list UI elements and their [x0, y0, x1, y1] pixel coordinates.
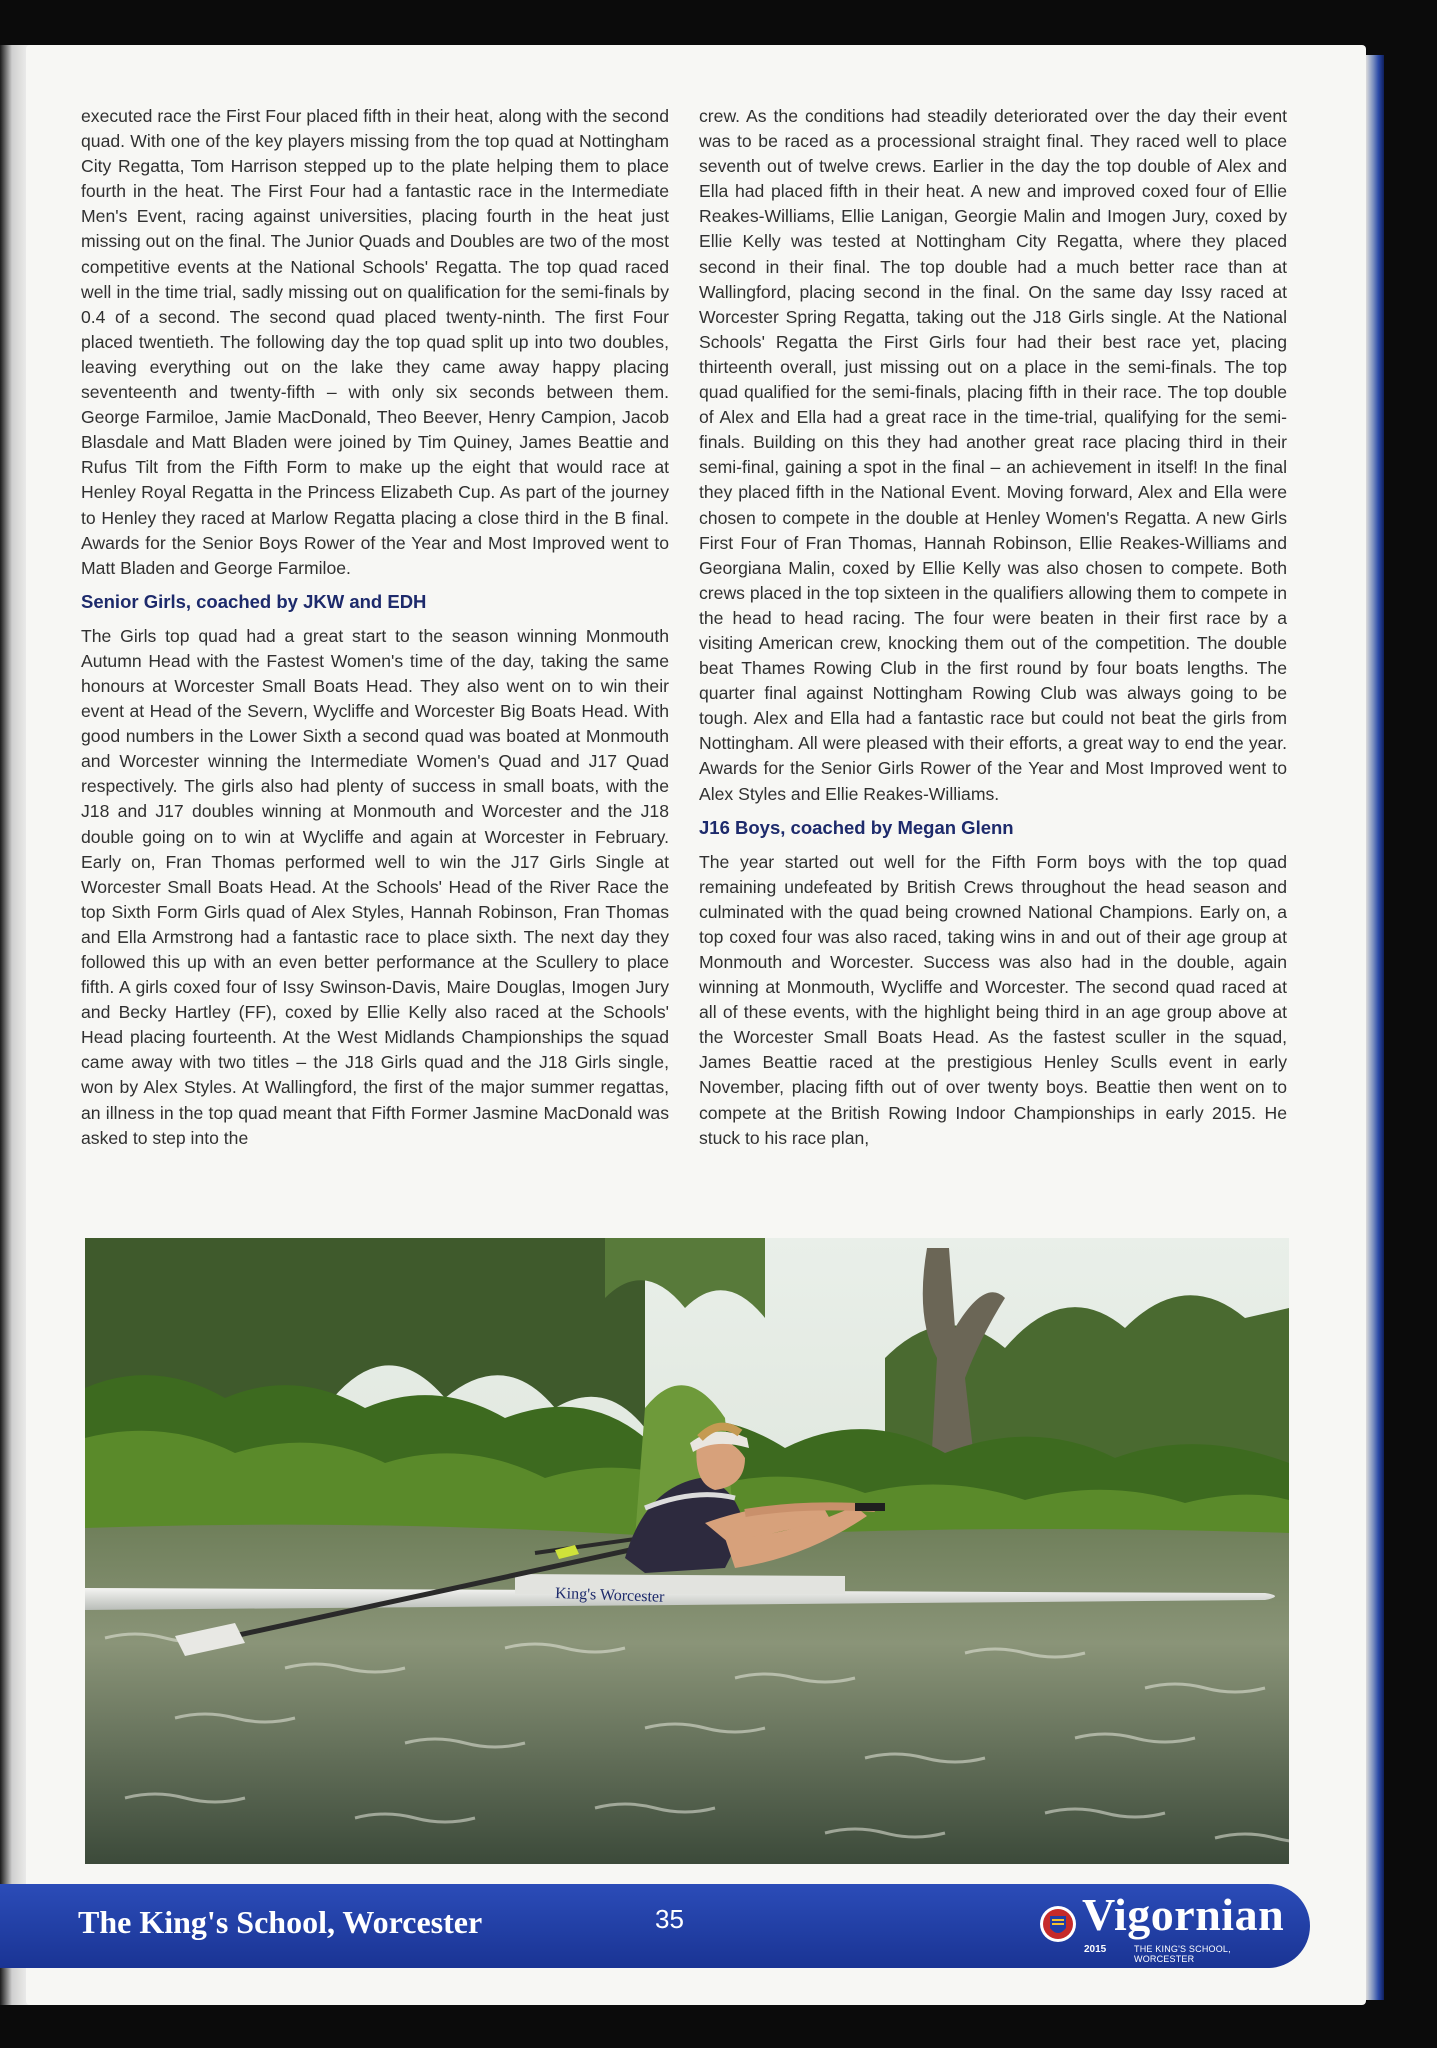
article-paragraph: crew. As the conditions had steadily deteriorated over the day their event was to be raced as a processional straight final. They raced well to place seventh out of twelve crews. Earlier in the day the top double of Alex and Ella had placed fifth in their heat. A new and improved coxed four of Ellie Reakes-Williams, Ellie Lanigan, Georgie Malin and Imogen Jury, coxed by Ellie Kelly was tested at Nottingham City Regatta, where they placed second in their final. The top double had a much better race than at Wallingford, placing second in the final. On the same day Issy raced at Worcester Spring Regatta, taking out the J18 Girls single. At the National Schools' Regatta the First Girls four had their best race yet, placing thirteenth overall, just missing out on a place in the semi-finals. The top quad qualified for the semi-finals, placing fifth in their race. The top double of Alex and Ella had a great race in the time-trial, qualifying for the semi-finals. Building on this they had another great race placing third in their semi-final, gaining a spot in the final – an achievement in itself! In the final they placed fifth in the National Event. Moving forward, Alex and Ella were chosen to compete in the double at Henley Women's Regatta. A new Girls First Four of Fran Thomas, Hannah Robinson, Ellie Reakes-Williams and Georgiana Malin, coxed by Ellie Kelly was also chosen to compete. Both crews placed in the top sixteen in the qualifiers allowing them to compete in the head to head racing. The four were beaten in their first race by a visiting American crew, knocking them out of the competition. The double beat Thames Rowing Club in the first round by four boats lengths. The quarter final against Nottingham Rowing Club was always going to be tough. Alex and Ella had a fantastic race but could not beat the girls from Nottingham. All were pleased with their efforts, a great way to end the year. Awards for the Senior Girls Rower of the Year and Most Improved went to Alex Styles and Ellie Reakes-Williams.	[699, 106, 1287, 804]
book-spine-edge	[1366, 55, 1384, 2000]
boat-name-text: King's Worcester	[554, 1585, 665, 1606]
page-number: 35	[655, 1904, 684, 1934]
article-paragraph: The Girls top quad had a great start to the season winning Monmouth Autumn Head with the Fastest Women's time of the day, taking the same honours at Worcester Small Boats Head. They also went on to win their event at Head of the Severn, Wycliffe and Worcester Big Boats Head. With good numbers in the Lower Sixth a second quad was boated at Monmouth and Worcester winning the Intermediate Women's Quad and J17 Quad respectively. The girls also had plenty of success in small boats, with the J18 and J17 doubles winning at Monmouth and Worcester and the J18 double going on to win at Wycliffe and again at Worcester in February. Early on, Fran Thomas performed well to win the J17 Girls Single at Worcester Small Boats Head. At the Schools' Head of the River Race the top Sixth Form Girls quad of Alex Styles, Hannah Robinson, Fran Thomas and Ella Armstrong had a fantastic race to place sixth. The next day they followed this up with an even better performance at the Scullery to place fifth. A girls coxed four of Issy Swinson-Davis, Maire Douglas, Imogen Jury and Becky Hartley (FF), coxed by Ellie Kelly also raced at the Schools' Head placing fourteenth. At the West Midlands Championships the squad came away with two titles – the J18 Girls quad and the J18 Girls single, won by Alex Styles. At Wallingford, the first of the major summer regattas, an illness in the top quad meant that Fifth Former Jasmine MacDonald was asked to step into the	[81, 625, 669, 1148]
rowing-photo-illustration	[85, 1238, 1289, 1864]
page-footer-band	[0, 1884, 1310, 1968]
vigornian-year: 2015	[1084, 1944, 1107, 1955]
article-paragraph: The year started out well for the Fifth Form boys with the top quad remaining undefeated by British Crews throughout the head season and culminated with the quad being crowned National Champions. Early on, a top coxed four was also raced, taking wins in and out of their age group at Monmouth and Worcester. Success was also had in the double, again winning at Monmouth, Wycliffe and Worcester. The second quad raced at all of these events, with the highlight being third in an age group above at the Worcester Small Boats Head. As the fastest sculler in the squad, James Beattie raced at the prestigious Henley Sculls event in early November, placing fifth out of over twenty boys. Beattie then went on to compete at the British Rowing Indoor Championships in early 2015. He stuck to his race plan,	[699, 851, 1287, 1148]
vigornian-wordmark: Vigornian	[1082, 1889, 1285, 1940]
rowing-photo	[85, 1238, 1289, 1864]
left-text-column	[81, 104, 669, 1160]
section-heading-j16-boys: J16 Boys, coached by Megan Glenn	[699, 816, 1014, 838]
vigornian-logo	[1038, 1889, 1285, 1964]
vigornian-subtitle: THE KING'S SCHOOL, WORCESTER	[1134, 1944, 1231, 1964]
article-paragraph: executed race the First Four placed fifth in their heat, along with the second quad. With one of the key players missing from the top quad at Nottingham City Regatta, Tom Harrison stepped up to the plate helping them to place fourth in the heat. The First Four had a fantastic race in the Intermediate Men's Event, racing against universities, placing fourth in the heat just missing out on the final. The Junior Quads and Doubles are two of the most competitive events at the National Schools' Regatta. The top quad raced well in the time trial, sadly missing out on qualification for the semi-finals by 0.4 of a second. The second quad placed twenty-ninth. The first Four placed twentieth. The following day the top quad split up into two doubles, leaving everything out on the lake they came away happy placing seventeenth and twenty-fifth – with only six seconds between them. George Farmiloe, Jamie MacDonald, Theo Beever, Henry Campion, Jacob Blasdale and Matt Bladen were joined by Tim Quiney, James Beattie and Rufus Tilt from the Fifth Form to make up the eight that would race at Henley Royal Regatta in the Princess Elizabeth Cup. As part of the journey to Henley they raced at Marlow Regatta placing a close third in the B final. Awards for the Senior Boys Rower of the Year and Most Improved went to Matt Bladen and George Farmiloe.	[81, 106, 669, 578]
section-heading-senior-girls: Senior Girls, coached by JKW and EDH	[81, 590, 427, 612]
school-name-footer: The King's School, Worcester	[78, 1904, 483, 1940]
school-crest-icon	[1038, 1902, 1078, 1948]
right-text-column	[699, 104, 1287, 1160]
